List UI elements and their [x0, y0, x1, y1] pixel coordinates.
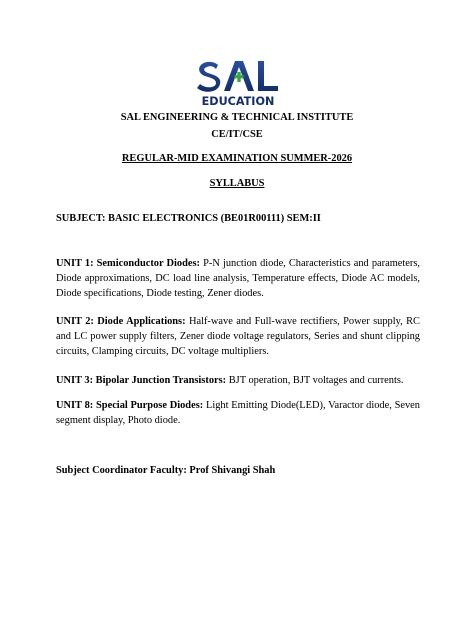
unit-2-title: UNIT 2: Diode Applications: [56, 316, 186, 327]
branches: CE/IT/CSE [211, 129, 263, 140]
logo-letter-s [197, 62, 220, 92]
unit-3-title: UNIT 3: Bipolar Junction Transistors: [56, 375, 227, 386]
unit-1-body: P-N junction diode, Characteristics and parameters, Diode approximations, DC load line analysis, Temperature effects, Diode AC models, Diode specifications, Diode testing, Zener diodes. [56, 258, 420, 299]
unit-8-body: Light Emitting Diode(LED), Varactor diode, Seven segment display, Photo diode. [56, 400, 420, 426]
unit-1 [56, 256, 420, 301]
logo-subtitle: EDUCATION [201, 95, 275, 108]
unit-2 [56, 314, 420, 359]
unit-2-body: Half-wave and Full-wave rectifiers, Power supply, RC and LC power supply filters, Zener diode voltage regulators, Series and shunt clipping circuits, Clamping circuits, DC voltage multipliers. [56, 316, 420, 357]
institute-name: SAL ENGINEERING & TECHNICAL INSTITUTE [120, 112, 354, 123]
logo-graphic [188, 56, 288, 108]
logo-letter-l [258, 61, 278, 91]
sal-education-logo [188, 56, 288, 108]
document-type: SYLLABUS [209, 178, 265, 189]
subject-line: SUBJECT: BASIC ELECTRONICS (BE01R00111) SEM:II [56, 213, 321, 224]
unit-3 [56, 373, 420, 388]
subject-coordinator: Subject Coordinator Faculty: Prof Shivangi Shah [56, 465, 276, 476]
unit-3-body: BJT operation, BJT voltages and currents. [226, 375, 404, 386]
exam-title: REGULAR-MID EXAMINATION SUMMER-2026 [121, 153, 353, 164]
unit-1-title: UNIT 1: Semiconductor Diodes: [56, 258, 200, 269]
unit-8 [56, 398, 420, 428]
unit-8-title: UNIT 8: Special Purpose Diodes: [56, 400, 204, 411]
